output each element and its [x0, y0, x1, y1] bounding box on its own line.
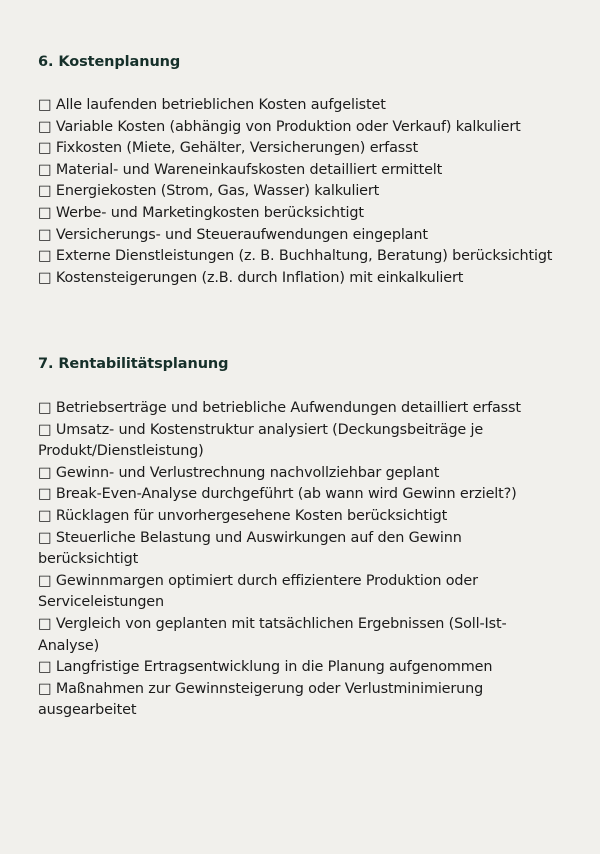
checklist-item: □ Alle laufenden betrieblichen Kosten aufgelistet — [38, 97, 386, 113]
checklist-item: □ Kostensteigerungen (z.B. durch Inflation) mit einkalkuliert — [38, 269, 464, 286]
checklist-item: □ Steuerliche Belastung und Auswirkungen auf den Gewinn berücksichtigt — [38, 529, 462, 568]
checklist-item: □ Umsatz- und Kostenstruktur analysiert (Deckungsbeiträge je Produkt/Dienstleistung) — [38, 421, 484, 460]
checklist-item: □ Material- und Wareneinkaufskosten detailliert ermittelt — [38, 161, 443, 178]
section-title-kostenplanung: 6. Kostenplanung — [38, 54, 181, 70]
checklist-item: □ Maßnahmen zur Gewinnsteigerung oder Verlustminimierung ausgearbeitet — [38, 680, 484, 719]
section-title-rentabilitaetsplanung: 7. Rentabilitätsplanung — [38, 356, 229, 372]
checklist-item: □ Variable Kosten (abhängig von Produktion oder Verkauf) kalkuliert — [38, 118, 521, 135]
checklist-item: □ Rücklagen für unvorhergesehene Kosten berücksichtigt — [38, 507, 448, 524]
checklist-item: □ Fixkosten (Miete, Gehälter, Versicherungen) erfasst — [38, 140, 418, 157]
checklist-rentabilitaetsplanung — [38, 398, 564, 722]
checklist-kostenplanung — [38, 95, 564, 289]
checklist-item: □ Gewinn- und Verlustrechnung nachvollziehbar geplant — [38, 464, 440, 481]
checklist-item: □ Betriebserträge und betriebliche Aufwendungen detailliert erfasst — [38, 400, 521, 416]
checklist-item: □ Versicherungs- und Steueraufwendungen eingeplant — [38, 226, 428, 243]
checklist-item: □ Energiekosten (Strom, Gas, Wasser) kalkuliert — [38, 183, 380, 200]
checklist-item: □ Werbe- und Marketingkosten berücksichtigt — [38, 204, 364, 221]
checklist-item: □ Gewinnmargen optimiert durch effizientere Produktion oder Serviceleistungen — [38, 572, 478, 611]
checklist-item: □ Break-Even-Analyse durchgeführt (ab wann wird Gewinn erzielt?) — [38, 486, 517, 503]
checklist-item: □ Vergleich von geplanten mit tatsächlichen Ergebnissen (Soll-Ist-Analyse) — [38, 615, 507, 654]
checklist-item: □ Externe Dienstleistungen (z. B. Buchhaltung, Beratung) berücksichtigt — [38, 248, 553, 265]
checklist-item: □ Langfristige Ertragsentwicklung in die Planung aufgenommen — [38, 659, 493, 676]
